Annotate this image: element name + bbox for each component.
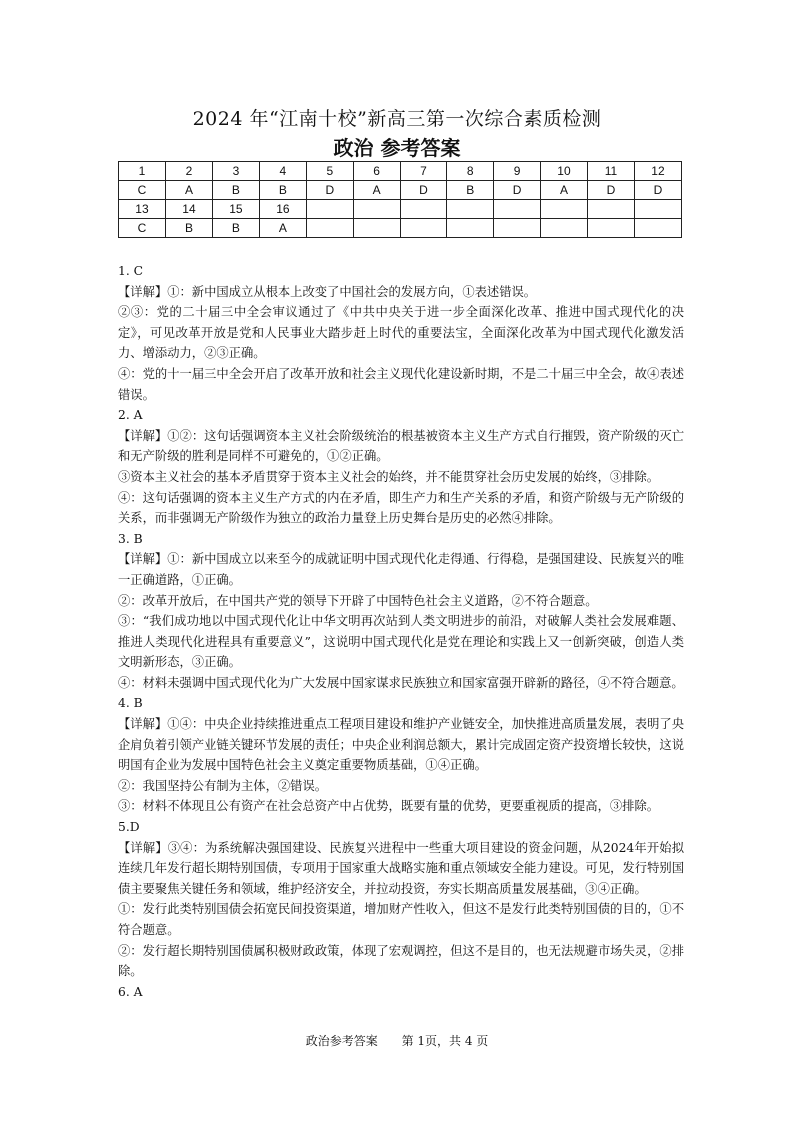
table-cell: B xyxy=(212,181,259,200)
table-cell xyxy=(306,219,353,238)
explanation-paragraph: ④：这句话强调的资本主义生产方式的内在矛盾，即生产力和生产关系的矛盾，和资产阶级与无产阶级的关系，而非强调无产阶级作为独立的政治力量登上历史舞台是历史的必然④排除。 xyxy=(118,490,684,526)
table-cell: 14 xyxy=(165,200,212,219)
explanation-paragraph: ③：“我们成功地以中国式现代化让中华文明再次站到人类文明进步的前沿，对破解人类社会发展难题、推进人类现代化进程具有重要意义”，这说明中国式现代化是党在理论和实践上又一创新突破，创造人类文明新形态，③正确。 xyxy=(118,614,684,670)
explanation-paragraph: ①：发行此类特别国债会拓宽民间投资渠道，增加财产性收入，但这不是发行此类特别国债的目的，①不符合题意。 xyxy=(118,902,684,937)
table-cell xyxy=(587,219,634,238)
table-cell xyxy=(494,200,541,219)
table-cell: 7 xyxy=(400,162,447,181)
table-cell: C xyxy=(119,219,166,238)
question-number: 3. B xyxy=(118,531,143,546)
question-number: 2. A xyxy=(118,408,143,423)
table-cell xyxy=(587,200,634,219)
table-cell: A xyxy=(259,219,306,238)
table-cell: 9 xyxy=(494,162,541,181)
page-title: 2024 年“江南十校”新高三第一次综合素质检测 xyxy=(192,108,602,130)
question-number: 4. B xyxy=(118,696,143,711)
table-cell: 2 xyxy=(165,162,212,181)
page-footer xyxy=(0,1032,794,1049)
table-cell xyxy=(447,200,494,219)
explanation-paragraph: ③资本主义社会的基本矛盾贯穿于资本主义社会的始终，并不能贯穿社会历史发展的始终，③排除。 xyxy=(118,469,660,484)
explanation-paragraph: ④：党的十一届三中全会开启了改革开放和社会主义现代化建设新时期，不是二十届三中全会，故④表述错误。 xyxy=(118,366,684,402)
table-cell xyxy=(540,200,587,219)
table-cell: 1 xyxy=(119,162,166,181)
table-cell: A xyxy=(353,181,400,200)
answer-row-numbers-1 xyxy=(119,162,682,181)
explanation-paragraph: 【详解】③④：为系统解决强国建设、民族复兴进程中一些重大项目建设的资金问题，从2024年开始拟连续几年发行超长期特别国债，专项用于国家重大战略实施和重点领域安全能力建设。可见，发行特别国债主要聚焦关键任务和领域，维护经济安全，并拉动投资，夯实长期高质量发展基础，③④正确。 xyxy=(118,840,684,896)
table-cell xyxy=(447,219,494,238)
table-cell: D xyxy=(494,181,541,200)
explanation-paragraph: ②：我国坚持公有制为主体，②错误。 xyxy=(118,778,328,793)
table-cell: 5 xyxy=(306,162,353,181)
explanation-paragraph: ②③：党的二十届三中全会审议通过了《中共中央关于进一步全面深化改革、推进中国式现代化的决定》，可见改革开放是党和人民事业大踏步赶上时代的重要法宝，全面深化改革为中国式现代化激发活力、增添动力，②③正确。 xyxy=(118,305,684,361)
table-cell: B xyxy=(447,181,494,200)
table-cell: C xyxy=(119,181,166,200)
table-cell: 11 xyxy=(587,162,634,181)
explanation-paragraph: ③：材料不体现且公有资产在社会总资产中占优势，既要有量的优势，更要重视质的提高，③排除。 xyxy=(118,799,660,814)
table-cell: 4 xyxy=(259,162,306,181)
table-cell: A xyxy=(540,181,587,200)
table-cell: 16 xyxy=(259,200,306,219)
explanation-paragraph: 【详解】①②：这句话强调资本主义社会阶级统治的根基被资本主义生产方式自行摧毁，资产阶级的灭亡和无产阶级的胜利是同样不可避免的，①②正确。 xyxy=(118,428,684,464)
explanations xyxy=(118,261,684,1002)
page-number: 第 1页，共 4 页 xyxy=(401,1034,489,1048)
table-cell xyxy=(353,219,400,238)
table-cell: 3 xyxy=(212,162,259,181)
table-cell xyxy=(540,219,587,238)
table-cell: 8 xyxy=(447,162,494,181)
explanation-paragraph: 【详解】①：新中国成立从根本上改变了中国社会的发展方向，①表述错误。 xyxy=(118,284,537,299)
footer-doc-name: 政治参考答案 xyxy=(305,1034,378,1048)
page-subtitle: 政治 参考答案 xyxy=(333,136,461,160)
table-cell: 10 xyxy=(540,162,587,181)
table-cell xyxy=(400,219,447,238)
explanation-paragraph: 【详解】①④：中央企业持续推进重点工程项目建设和维护产业链安全，加快推进高质量发展，表明了央企肩负着引领产业链关键环节发展的责任；中央企业利润总额大，累计完成固定资产投资增长较快，这说明国有企业为发展中国特色社会主义奠定重要物质基础，①④正确。 xyxy=(118,717,684,773)
explanation-paragraph: ④：材料未强调中国式现代化为广大发展中国家谋求民族独立和国家富强开辟新的路径，④不符合题意。 xyxy=(118,675,684,690)
table-cell: 13 xyxy=(119,200,166,219)
table-cell: 12 xyxy=(634,162,681,181)
answer-row-answers-2 xyxy=(119,219,682,238)
table-cell: D xyxy=(306,181,353,200)
table-cell xyxy=(400,200,447,219)
table-cell xyxy=(306,200,353,219)
explanation-paragraph: 【详解】①：新中国成立以来至今的成就证明中国式现代化走得通、行得稳，是强国建设、民族复兴的唯一正确道路，①正确。 xyxy=(118,552,684,587)
table-cell: B xyxy=(259,181,306,200)
explanation-paragraph: ②：发行超长期特别国债属积极财政政策，体现了宏观调控，但这不是目的，也无法规避市场失灵，②排除。 xyxy=(118,943,684,979)
table-cell: 15 xyxy=(212,200,259,219)
table-cell xyxy=(353,200,400,219)
table-cell: 6 xyxy=(353,162,400,181)
explanation-paragraph: ②：改革开放后，在中国共产党的领导下开辟了中国特色社会主义道路，②不符合题意。 xyxy=(118,593,598,608)
answer-row-answers-1 xyxy=(119,181,682,200)
table-cell xyxy=(494,219,541,238)
question-number: 1. C xyxy=(118,264,144,278)
answer-row-numbers-2 xyxy=(119,200,682,219)
table-cell: D xyxy=(634,181,681,200)
table-cell: D xyxy=(587,181,634,200)
question-number: 6. A xyxy=(118,984,143,999)
table-cell: B xyxy=(212,219,259,238)
question-number: 5.D xyxy=(118,820,140,835)
table-cell: A xyxy=(165,181,212,200)
table-cell xyxy=(634,200,681,219)
table-cell xyxy=(634,219,681,238)
table-cell: D xyxy=(400,181,447,200)
table-cell: B xyxy=(165,219,212,238)
answer-table xyxy=(118,161,682,238)
